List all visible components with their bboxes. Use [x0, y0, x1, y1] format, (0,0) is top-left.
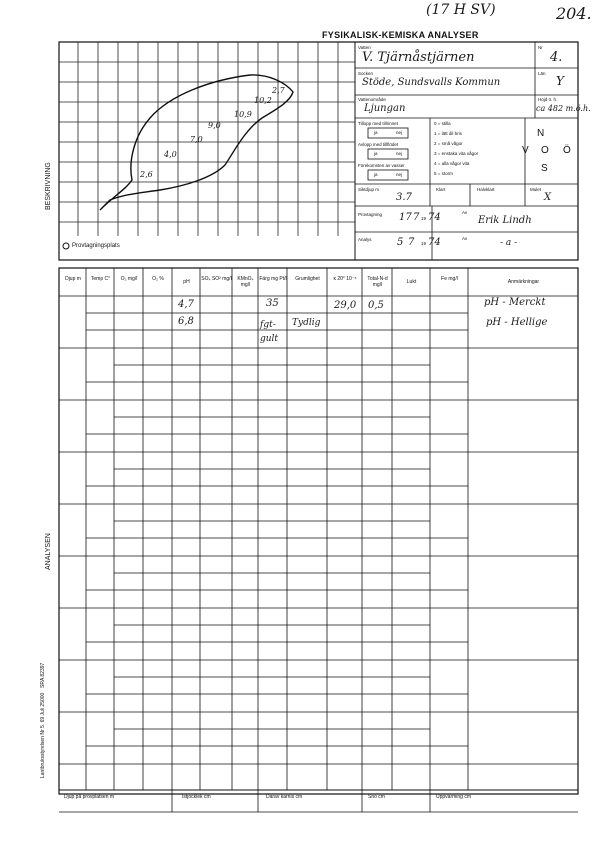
col-o2-pct: O₂ % — [152, 276, 164, 282]
col-anmarkningar: Anmärkningar — [507, 279, 540, 285]
vatten-label: Vatten — [358, 45, 371, 50]
page-number: 204. — [556, 4, 592, 23]
col-lukt: Lukt — [406, 279, 417, 285]
djup-label: Djup på provplatsen m — [64, 794, 115, 800]
vind-scale-item: 2 = små vågor — [434, 141, 463, 146]
footer-dividers — [59, 790, 578, 812]
vind-scale-item: 1 = lätt dil bris — [434, 131, 462, 136]
vattenomrade-value: Ljungan — [364, 103, 406, 114]
socken-label: Socken — [358, 71, 374, 76]
vind-scale-item: 0 = stilla — [434, 121, 451, 126]
col-so4: SO₄ SO² mg/l — [201, 276, 232, 282]
provtagning-day: 17 — [399, 212, 412, 223]
depth-label: 10,2 — [254, 96, 272, 105]
vatten-value: V. Tjärnåstjärnen — [362, 50, 475, 65]
tillopp-label: Tillopp med tillrinnet — [358, 121, 398, 126]
nej-label: nej — [396, 151, 403, 156]
halvklart-label: Halvklart — [477, 187, 495, 192]
wind-dir-n: N — [537, 128, 545, 139]
legend-circle — [63, 243, 69, 249]
lan-value: Y — [556, 74, 564, 88]
col-djup: Djup m — [65, 276, 81, 282]
beskrivning-side-label: BESKRIVNING — [45, 162, 52, 210]
analys-label: Analys — [358, 237, 372, 242]
sno-label: Snö cm — [368, 794, 385, 800]
col-grumlighet: Grumlighet — [295, 276, 320, 282]
hojd-label: Höjd ö. h. — [538, 97, 558, 102]
row1-kappa: 29,0 — [334, 300, 357, 311]
row1-ph: 4,7 — [178, 299, 194, 310]
istjocklek-label: Istjocklek cm — [182, 794, 211, 800]
depth-label: 4,0 — [164, 150, 177, 159]
row2-note: pH - Hellige — [486, 317, 548, 328]
analys-av-value: - a - — [500, 238, 518, 248]
provtagning-month: 7 — [413, 212, 420, 223]
row2-ph: 6,8 — [178, 316, 194, 327]
sra-note: SRA 82397 — [40, 662, 46, 688]
analys-month: 7 — [408, 237, 415, 248]
wind-dir-v: V — [522, 145, 529, 156]
row1-note: pH - Merckt — [484, 297, 546, 308]
analys-year-prefix: 19 — [421, 241, 427, 246]
row1-total-n: 0,5 — [368, 300, 384, 311]
col-total-n: Total-N-d mg/l — [367, 276, 388, 288]
col-ph: pH — [183, 279, 190, 285]
analysis-border — [59, 268, 578, 794]
analysis-rows — [59, 313, 578, 764]
siktdjup-value: 3.7 — [396, 192, 412, 203]
vind-scale-item: 5 = storm — [434, 171, 453, 176]
ja-label: ja — [374, 151, 378, 156]
depth-label: 2,7 — [272, 86, 285, 95]
col-farg: Färg mg Pt/l — [259, 276, 287, 282]
nr-value: 4. — [550, 50, 563, 65]
provtagning-year: 74 — [428, 212, 441, 223]
uppvarming-label: Uppvarming cm — [436, 794, 472, 800]
depth-label: 9,0 — [208, 121, 221, 130]
nej-label: nej — [396, 130, 403, 135]
mulet-value: X — [544, 192, 552, 203]
ja-label: ja — [374, 172, 378, 177]
vind-scale-item: 3 = enstaka vita vågor — [434, 151, 479, 156]
col-fe: Fe mg/l — [441, 276, 458, 282]
mulet-label: Mulet — [530, 187, 542, 192]
lan-label: Län — [538, 71, 546, 76]
depth-label: 10,9 — [234, 110, 252, 119]
wind-dir-oe: Ö — [563, 145, 571, 156]
siktdjup-label: Siktdjup m — [358, 187, 380, 192]
form-title: FYSIKALISK-KEMISKA ANALYSER — [322, 30, 479, 40]
av-label: Av — [462, 210, 468, 215]
forekomst-label: Förekomsten av vasser — [358, 163, 405, 168]
hojd-value: ca 482 m.ö.h. — [536, 104, 591, 113]
nej-label: nej — [396, 172, 403, 177]
col-o2-mg: O₂ mg/l — [120, 276, 138, 282]
col-temp: Temp C° — [90, 276, 111, 282]
wind-dir-s: S — [541, 163, 548, 174]
wind-dir-o: O — [541, 145, 549, 156]
col-kmno4: KMnO₄ mg/l — [237, 276, 254, 288]
depth-label: 7,0 — [190, 135, 203, 144]
depth-label: 2,6 — [140, 170, 153, 179]
provtagning-label: Provtagning — [358, 212, 383, 217]
provtagning-year-prefix: 19 — [421, 216, 427, 221]
klart-label: Klart — [436, 187, 446, 192]
row1-farg: 35 — [266, 298, 279, 309]
top-stamp: (17 H SV) — [426, 2, 496, 18]
row2-farg: fgt-gult — [260, 320, 279, 344]
vind-scale-item: 4 = alla vågor vita — [434, 161, 470, 166]
vattenomrade-label: Vattenområde — [358, 97, 386, 102]
printer-note: Lantbruksstyrelsen Nr 5. 69 Juli 25000 — [40, 692, 46, 778]
col-kappa: κ 20° 10⁻⁶ — [333, 276, 357, 282]
ja-label: ja — [374, 130, 378, 135]
analysen-side-label: ANALYSEN — [45, 533, 52, 570]
darav-label: Därav kärnis cm — [266, 794, 303, 800]
analys-year: 74 — [428, 237, 441, 248]
row2-grumlighet: Tydlig — [292, 318, 321, 328]
analys-day: 5 — [397, 237, 404, 248]
top-box-border — [59, 42, 578, 260]
avlopp-label: Avlopp med tillflödet — [358, 142, 399, 147]
analys-av-label: Av — [462, 236, 468, 241]
legend-label: Provtagningsplats — [72, 243, 120, 249]
nr-label: Nr — [538, 45, 543, 50]
av-value: Erik Lindh — [478, 215, 532, 226]
socken-value: Stöde, Sundsvalls Kommun — [362, 77, 501, 88]
